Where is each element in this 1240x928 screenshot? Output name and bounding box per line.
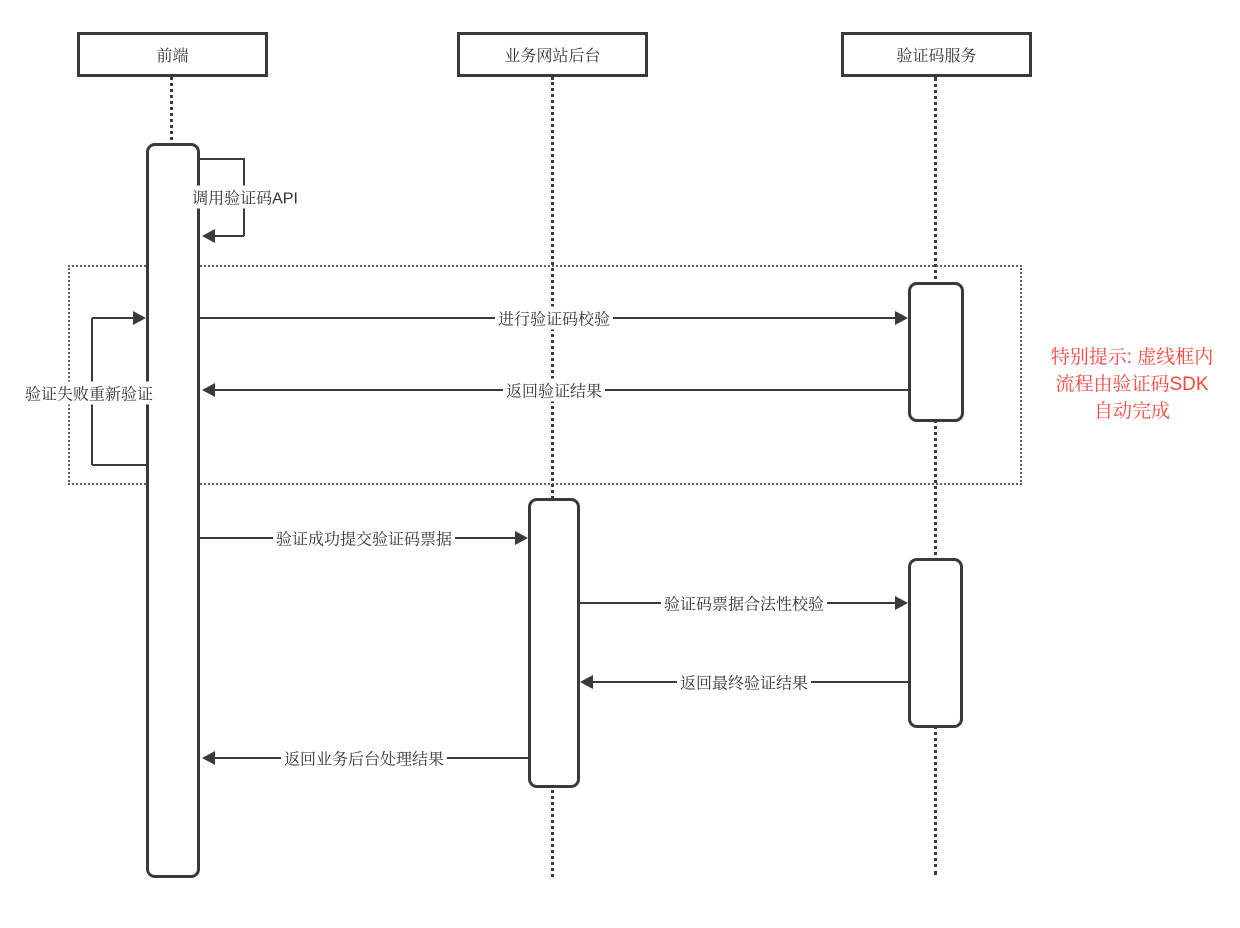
msg-submit-ticket-arrowhead-icon [515,531,528,545]
actor-frontend-label: 前端 [156,48,189,65]
actor-captcha-service-label: 验证码服务 [896,48,977,65]
self-call-line-bottom [214,235,244,237]
activation-captcha-2 [908,558,963,728]
retry-loop-arrowhead-icon [133,311,146,325]
activation-frontend [146,143,200,878]
retry-loop-line-top [92,317,133,319]
retry-loop-label: 验证失败重新验证 [22,382,156,405]
sdk-fragment-frame [68,265,1022,485]
msg-self-call-label: 调用验证码API [189,186,301,209]
actor-frontend [77,32,268,77]
self-call-line-top [200,158,244,160]
activation-captcha-1 [908,282,964,422]
actor-captcha-service [841,32,1032,77]
msg-final-result-label: 返回最终验证结果 [677,671,811,694]
sdk-note-line-3: 自动完成 [1093,401,1170,422]
self-call-arrowhead-icon [202,229,215,243]
retry-loop-line-bottom [92,464,146,466]
activation-backend [528,498,580,788]
msg-verify-arrowhead-icon [895,311,908,325]
msg-final-result-arrowhead-icon [580,675,593,689]
sdk-note-line-1: 特别提示: 虚线框内 [1050,347,1214,368]
msg-verify-label: 进行验证码校验 [495,307,613,330]
msg-backend-result-arrowhead-icon [202,751,215,765]
actor-backend [457,32,648,77]
msg-backend-result-label: 返回业务后台处理结果 [281,747,447,770]
msg-verify-result-label: 返回验证结果 [503,379,605,402]
msg-ticket-check-arrowhead-icon [895,596,908,610]
msg-ticket-check-label: 验证码票据合法性校验 [661,592,827,615]
sdk-note-line-2: 流程由验证码SDK [1055,374,1209,395]
msg-verify-result-arrowhead-icon [202,383,215,397]
msg-submit-ticket-label: 验证成功提交验证码票据 [273,527,455,550]
actor-backend-label: 业务网站后台 [504,48,601,65]
sdk-note [1026,344,1238,425]
